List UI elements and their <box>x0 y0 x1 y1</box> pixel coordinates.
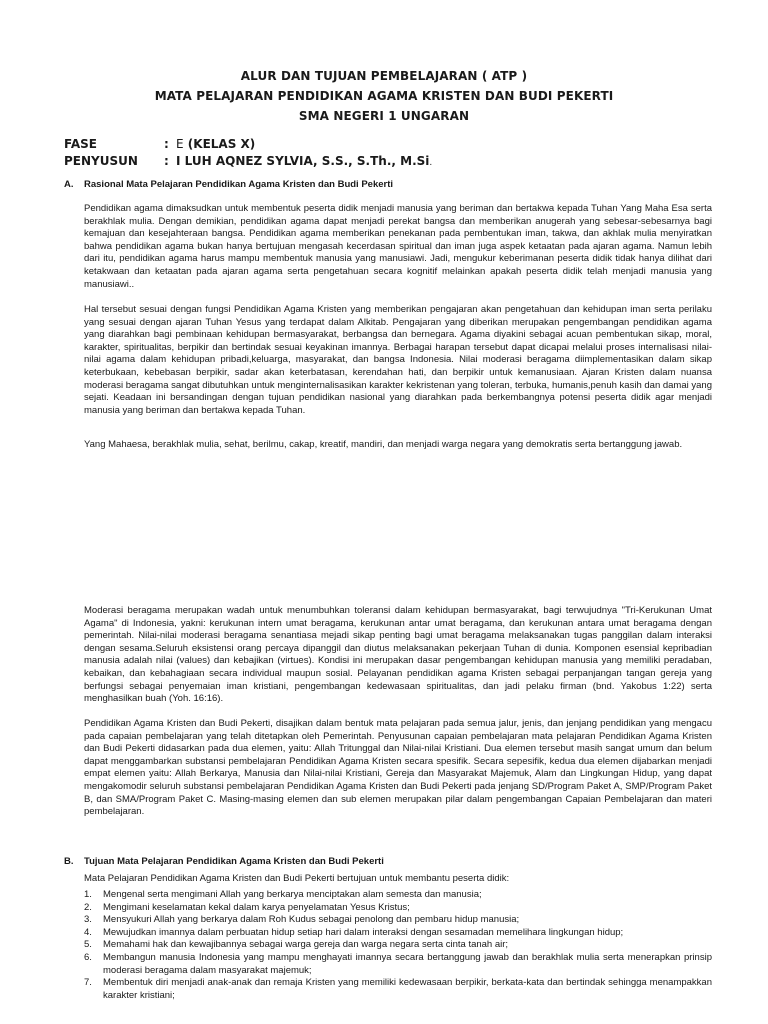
paragraph-a3: Yang Mahaesa, berakhlak mulia, sehat, berilmu, cakap, kreatif, mandiri, dan menjadi warga negara yang demokratis serta bertanggung jawab. <box>84 439 683 450</box>
penyusun-name: I LUH AQNEZ SYLVIA, S.S., S.Th., M.Si <box>176 154 430 168</box>
document-title <box>0 66 768 126</box>
list-item-text: Membentuk diri menjadi anak-anak dan remaja Kristen yang memiliki kedewasaan berpikir, berkata-kata dan bertindak sehingga menampakkan karakter kristiani; <box>103 977 712 1001</box>
list-item-text: Memahami hak dan kewajibannya sebagai warga gereja dan warga negara serta cinta tanah air; <box>103 939 509 951</box>
list-item <box>84 902 712 915</box>
list-item-number: 1. <box>84 889 92 900</box>
list-item <box>84 977 712 1002</box>
fase-separator: : <box>164 137 169 151</box>
list-item <box>84 952 712 977</box>
list-item <box>84 927 712 940</box>
penyusun-end: . <box>429 158 433 168</box>
section-b-title: Tujuan Mata Pelajaran Pendidikan Agama Kristen dan Budi Pekerti <box>84 856 384 867</box>
list-item-number: 4. <box>84 926 92 938</box>
list-item-number: 3. <box>84 914 92 926</box>
fase-letter: E <box>176 137 184 151</box>
list-item <box>84 939 712 952</box>
fase-kelas: (KELAS X) <box>187 137 256 151</box>
list-item <box>84 889 712 902</box>
fase-row <box>64 136 432 153</box>
title-line-2: MATA PELAJARAN PENDIDIKAN AGAMA KRISTEN DAN BUDI PEKERTI <box>154 89 614 103</box>
list-item-text: Mewujudkan imannya dalam perbuatan hidup setiap hari dalam interaksi dengan sesamadan memelihara lingkungan hidup; <box>103 926 624 938</box>
penyusun-separator: : <box>164 154 169 168</box>
paragraph-a1: Pendidikan agama dimaksudkan untuk membentuk peserta didik menjadi manusia yang beriman dan bertakwa kepada Tuhan Yang Maha Esa serta berakhlak mulia. Dengan demikian, pendidikan agama dapat menjadi perekat bangsa dan memberikan anugerah yang sebesar-sebesarnya bagi kemajuan dan kesejahteraan bangsa. Pendidikan agama memberikan penekanan pada pembentukan iman, takwa, dan akhlak mulia menyiratkan bahwa pendidikan agama bukan hanya bertujuan mengasah kecerdasan spiritual dan iman juga aspek ketaatan pada ajaran agama. Namun lebih dari itu, pendidikan agama harus mampu membentuk manusia yang manusiawi. Jadi, mengukur keberimanan peserta didik tidak hanya dilihat dari ketakwaan dan ketaatan pada ajaran agama serta pengetahuan secara kognitif melainkan apakah peserta didik telah menjadi manusia yang manusiawi.. <box>84 203 712 290</box>
title-line-3: SMA NEGERI 1 UNGARAN <box>298 109 470 123</box>
list-item-text: Membangun manusia Indonesia yang mampu menghayati imannya secara bertanggung jawab dan berakhlak mulia serta menerapkan prinsip moderasi beragama dalam masyarakat majemuk; <box>103 951 712 976</box>
fase-value <box>176 136 255 153</box>
paragraph-a5: Pendidikan Agama Kristen dan Budi Pekerti, disajikan dalam bentuk mata pelajaran pada semua jalur, jenis, dan jenjang pendidikan yang mengacu pada capaian pembelajaran yang telah ditetapkan oleh Pemerintah. Penyusunan capaian pembelajaran mata pelajaran Pendidikan Agama Kristen dan Budi Pekerti didasarkan pada dua elemen, yaitu: Allah Tritunggal dan Nilai-nilai Kristiani. Dua elemen tersebut masih sangat umum dan belum dapat menggambarkan substansi pembelajaran Pendidikan Agama Kristen secara spesifik. Secara sepesifik, kedua dua elemen dijabarkan menjadi empat elemen yaitu: Allah Berkarya, Manusia dan Nilai-nilai Kristiani, Gereja dan Masyarakat Majemuk, Alam dan Lingkungan Hidup, yang dapat mengakomodir seluruh substansi pembelajaran Pendidikan Agama Kristen dan Budi Pekerti pada jenjang SD/Program Paket A, SMP/Program Paket B, dan SMA/Program Paket C. Masing-masing elemen dan sub elemen merupakan pilar dalam pengembangan Capaian Pembelajaran dan materi pembelajaran. <box>84 718 712 818</box>
list-item-text: Mengimani keselamatan kekal dalam karya penyelamatan Yesus Kristus; <box>103 901 410 913</box>
penyusun-value <box>176 153 432 172</box>
title-line-1: ALUR DAN TUJUAN PEMBELAJARAN ( ATP ) <box>240 69 528 83</box>
section-b-letter: B. <box>64 856 74 867</box>
document-meta <box>64 136 432 172</box>
list-item-number: 7. <box>84 977 92 989</box>
section-b-heading <box>64 856 384 867</box>
objectives-list <box>84 889 712 1002</box>
list-item-text: Mengenal serta mengimani Allah yang berkarya menciptakan alam semesta dan manusia; <box>103 889 482 900</box>
penyusun-label: PENYUSUN <box>64 154 138 168</box>
section-a-letter: A. <box>64 179 74 190</box>
section-b-intro: Mata Pelajaran Pendidikan Agama Kristen dan Budi Pekerti bertujuan untuk membantu peserta didik: <box>84 873 510 884</box>
list-item-number: 6. <box>84 951 92 963</box>
list-item-text: Mensyukuri Allah yang berkarya dalam Roh Kudus sebagai penolong dan pembaru hidup manusia; <box>103 914 520 926</box>
list-item-number: 5. <box>84 939 92 951</box>
list-item <box>84 914 712 927</box>
paragraph-a4: Moderasi beragama merupakan wadah untuk menumbuhkan toleransi dalam kehidupan bermasyarakat, bagi terwujudnya "Tri-Kerukunan Umat Agama" di Indonesia, yakni: kerukunan intern umat beragama, kerukunan antar umat beragama, dan kerukunan antara umat beragama dengan pemerintah. Nilai-nilai moderasi beragama senantiasa mejadi sikap penting bagi umat beragama melaksanakan tugas panggilan dalam interaksi dengan sesama.Seluruh eksistensi orang percaya dipanggil dan diutus melaksanakan pekerjaan Tuhan di dunia. Komponen esensial kepribadian manusia adalah nilai (values) dan kebajikan (virtues). Kondisi ini merupakan dasar pengembangan kehidupan manusia yang memiliki peradaban, kebaikan, dan kebahagiaan secara individual maupun sosial. Pelayanan pendidikan agama Kristen sebagai perpanjangan tangan gereja yang berfungsi sebagai penyemaian iman kristiani, pengembangan kedewasaan spiritualitas, dan jadi pelaku firman (bnd. Yakobus 1:22) serta menghasilkan buah (Yoh. 16:16). <box>84 605 712 705</box>
fase-label: FASE <box>64 137 97 151</box>
section-a-heading <box>64 179 393 190</box>
penyusun-row <box>64 153 432 172</box>
section-a-title: Rasional Mata Pelajaran Pendidikan Agama Kristen dan Budi Pekerti <box>84 179 394 190</box>
list-item-number: 2. <box>84 901 92 913</box>
paragraph-a2: Hal tersebut sesuai dengan fungsi Pendidikan Agama Kristen yang memberikan pengajaran akan pengetahuan dan kehidupan iman serta perilaku yang sesuai dengan ajaran Tuhan Yesus yang terdapat dalam Alkitab. Pengajaran yang diberikan merupakan pengembangan pendidikan agama yang diarahkan bagi pembinaan kehidupan bermasyarakat, berbangsa dan bernegara. Agama diyakini sebagai acuan pembentukan sikap, moral, karakter, spiritualitas, berpikir dan bertindak sesuai keyakinan imannya. Berbagai harapan tersebut dapat dicapai melalui proses internalisasi nilai-nilai agama dalam kehidupan pribadi,keluarga, masyarakat, dan bangsa Indonesia. Nilai moderasi beragama diimplementasikan dalam sikap keterbukaan, kebebasan berpikir, sadar akan keterbatasan, kerendahan hati, dan berpikir untuk kemanusiaan. Ajaran Kristen dalam nuansa moderasi beragama sangat dibutuhkan untuk menginternalisasikan karakter kekristenan yang toleran, terbuka, humanis,penuh kasih dan damai yang sejati. Keadaan ini bersandingan dengan tujuan pendidikan nasional yang diarahkan pada berkembangnya potensi peserta didik agar menjadi manusia yang beriman dan bertakwa kepada Tuhan. <box>84 304 712 416</box>
